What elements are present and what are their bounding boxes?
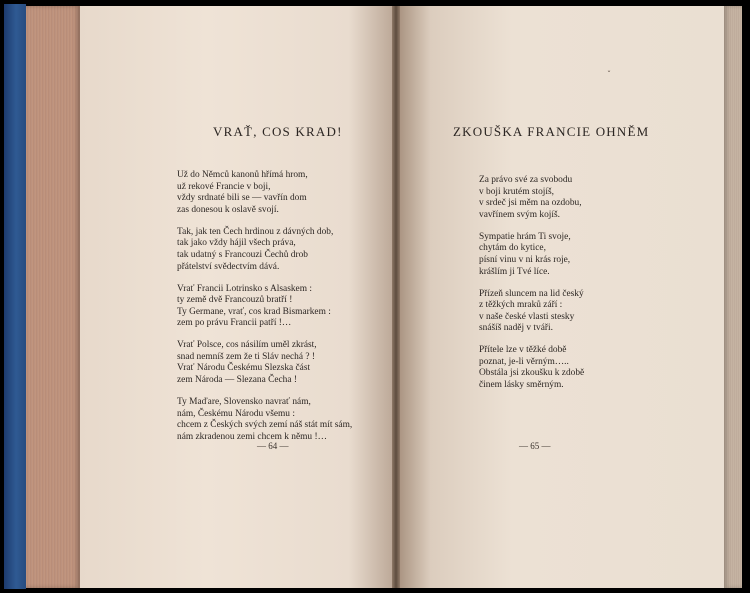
poem-line: Obstála jsi zkoušku k zdobě xyxy=(479,368,585,379)
poem-line: Ty Germane, vrať, cos krad Bismarkem : xyxy=(177,306,331,317)
poem-line: v naše české vlasti stesky xyxy=(479,311,575,322)
poem-line: Sympatie hrám Ti svoje, xyxy=(479,231,571,242)
poem-line: Za právo své za svobodu xyxy=(479,175,573,185)
poem-line: Tak, jak ten Čech hrdinou z dávných dob, xyxy=(177,226,334,237)
left-poem xyxy=(177,170,352,454)
left-poem-title: VRAŤ, COS KRAD! xyxy=(213,124,343,139)
stanza xyxy=(479,345,584,391)
poem-line: Ty Maďare, Slovensko navrať nám, xyxy=(177,397,311,408)
poem-line: vavřínem svým kojíš. xyxy=(479,209,560,220)
poem-line: už rekové Francie v boji, xyxy=(177,181,271,192)
book-gutter xyxy=(392,6,400,588)
poem-line: chcem z Českých svých zemí náš stát mít sám, xyxy=(177,420,353,431)
poem-line: nám, Českému Národu všemu : xyxy=(177,408,295,419)
poem-line: písní vinu v ni krás roje, xyxy=(479,254,571,265)
stanza xyxy=(177,340,352,386)
poem-line: Přízeň sluncem na lid český xyxy=(479,288,584,299)
poem-line: nám zkradenou zemi chcem k němu !… xyxy=(177,431,327,442)
right-page-number: — 65 — xyxy=(519,441,551,451)
left-page-number: — 64 — xyxy=(257,441,289,451)
poem-line: činem lásky směrným. xyxy=(479,380,564,391)
stanza xyxy=(177,397,352,443)
page-edges-left xyxy=(26,6,80,588)
ink-mark: ˇ xyxy=(607,70,611,79)
poem-line: snad nemníš zem že ti Sláv nechá ? ! xyxy=(177,351,315,362)
stanza xyxy=(177,170,352,216)
poem-line: poznat, je-li věrným….. xyxy=(479,356,569,367)
poem-line: tak jako vždy hájil všech práva, xyxy=(177,238,296,249)
right-poem xyxy=(479,175,584,402)
poem-line: vždy srdnaté bili se — vavřín dom xyxy=(177,193,307,204)
poem-line: krášlím ji Tvé líce. xyxy=(479,266,550,277)
stanza xyxy=(479,232,584,278)
book-cover-edge xyxy=(4,4,26,589)
poem-line: Vrať Francii Lotrinsko s Alsaskem : xyxy=(177,283,312,294)
poem-line: z těžkých mraků září : xyxy=(479,300,563,311)
page-edges-right xyxy=(724,6,742,588)
poem-line: přátelství svědectvím dává. xyxy=(177,261,280,272)
poem-line: v boji krutém stojíš, xyxy=(479,186,554,197)
poem-line: Už do Němců kanonů hřímá hrom, xyxy=(177,170,308,180)
stanza xyxy=(177,284,352,330)
poem-line: Přítele lze v těžké době xyxy=(479,345,567,356)
poem-line: chytám do kytice, xyxy=(479,243,546,254)
stanza xyxy=(479,175,584,221)
poem-line: Vrať Polsce, cos násilím uměl zkrást, xyxy=(177,340,317,351)
poem-line: zem Národa — Slezana Čecha ! xyxy=(177,375,297,386)
poem-line: v srdeč jsi měm na ozdobu, xyxy=(479,198,582,209)
right-poem-title: ZKOUŠKA FRANCIE OHNĚM xyxy=(453,124,650,139)
poem-line: Vrať Národu Českému Slezska část xyxy=(177,363,311,374)
poem-line: zas donesou k oslavě svojí. xyxy=(177,204,279,215)
poem-line: ty země dvě Francouzů bratří ! xyxy=(177,295,293,306)
poem-line: tak udatný s Francouzi Čechů drob xyxy=(177,249,308,260)
poem-line: zem po právu Francii patří !… xyxy=(177,318,292,329)
poem-line: snášíš naděj v tváři. xyxy=(479,323,553,334)
stanza xyxy=(177,227,352,273)
stanza xyxy=(479,289,584,335)
